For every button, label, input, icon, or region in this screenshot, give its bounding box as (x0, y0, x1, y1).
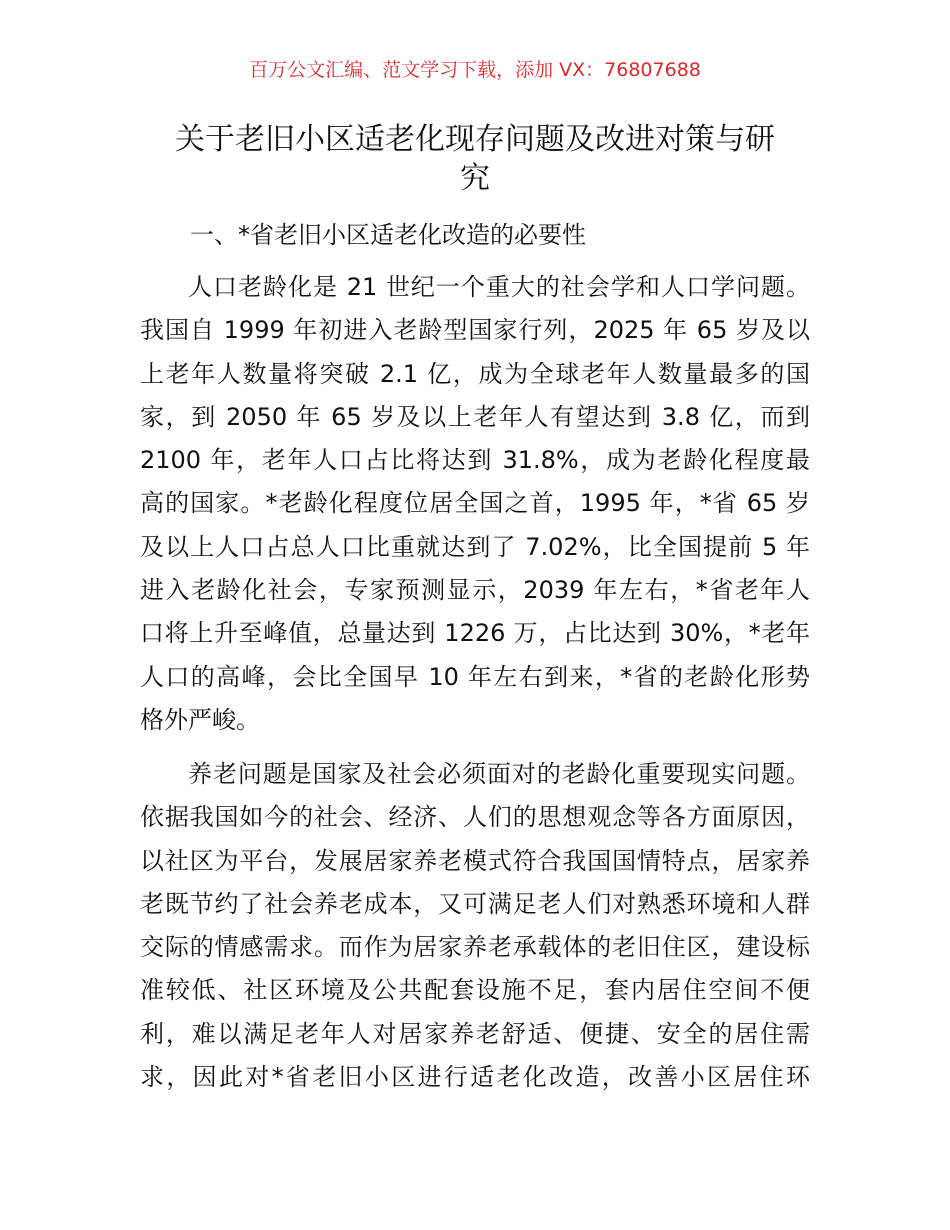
header-banner: 百万公文汇编、范文学习下载，添加 VX：76807688 (249, 59, 701, 81)
paragraph-1 (140, 266, 810, 742)
paragraph-2 (140, 753, 810, 1099)
text-line: 进入老龄化社会，专家预测显示，2039 年左右，*省老年人 (140, 576, 810, 605)
text-line: 人口老龄化是 21 世纪一个重大的社会学和人口学问题。 (188, 273, 810, 301)
text-line: 老既节约了社会养老成本，又可满足老人们对熟悉环境和人群 (140, 889, 810, 918)
text-line: 以社区为平台，发展居家养老模式符合我国国情特点，居家养 (140, 846, 810, 875)
text-line: 及以上人口占总人口比重就达到了 7.02%，比全国提前 5 年 (140, 532, 810, 561)
section-heading: 一、*省老旧小区适老化改造的必要性 (190, 221, 586, 249)
text-line: 利，难以满足老年人对居家养老舒适、便捷、安全的居住需 (140, 1019, 810, 1048)
text-line: 准较低、社区环境及公共配套设施不足，套内居住空间不便 (140, 976, 810, 1005)
text-line: 格外严峻。 (140, 705, 260, 734)
text-line: 高的国家。*老龄化程度位居全国之首，1995 年，*省 65 岁 (140, 489, 810, 518)
text-line: 口将上升至峰值，总量达到 1226 万，占比达到 30%，*老年 (140, 619, 810, 648)
text-line: 求，因此对*省老旧小区进行适老化改造，改善小区居住环 (140, 1063, 810, 1092)
document-title-line-1: 关于老旧小区适老化现存问题及改进对策与研 (175, 122, 775, 157)
text-line: 上老年人数量将突破 2.1 亿，成为全球老年人数量最多的国 (140, 359, 810, 388)
text-line: 养老问题是国家及社会必须面对的老龄化重要现实问题。 (188, 760, 810, 788)
text-line: 家，到 2050 年 65 岁及以上老年人有望达到 3.8 亿，而到 (140, 402, 810, 431)
text-line: 依据我国如今的社会、经济、人们的思想观念等各方面原因， (140, 803, 810, 832)
text-line: 人口的高峰，会比全国早 10 年左右到来，*省的老龄化形势 (140, 662, 810, 691)
text-line: 我国自 1999 年初进入老龄型国家行列，2025 年 65 岁及以 (140, 316, 810, 345)
text-line: 交际的情感需求。而作为居家养老承载体的老旧住区，建设标 (140, 933, 810, 962)
document-title-line-2: 究 (460, 161, 490, 196)
text-line: 2100 年，老年人口占比将达到 31.8%，成为老龄化程度最 (140, 446, 810, 475)
